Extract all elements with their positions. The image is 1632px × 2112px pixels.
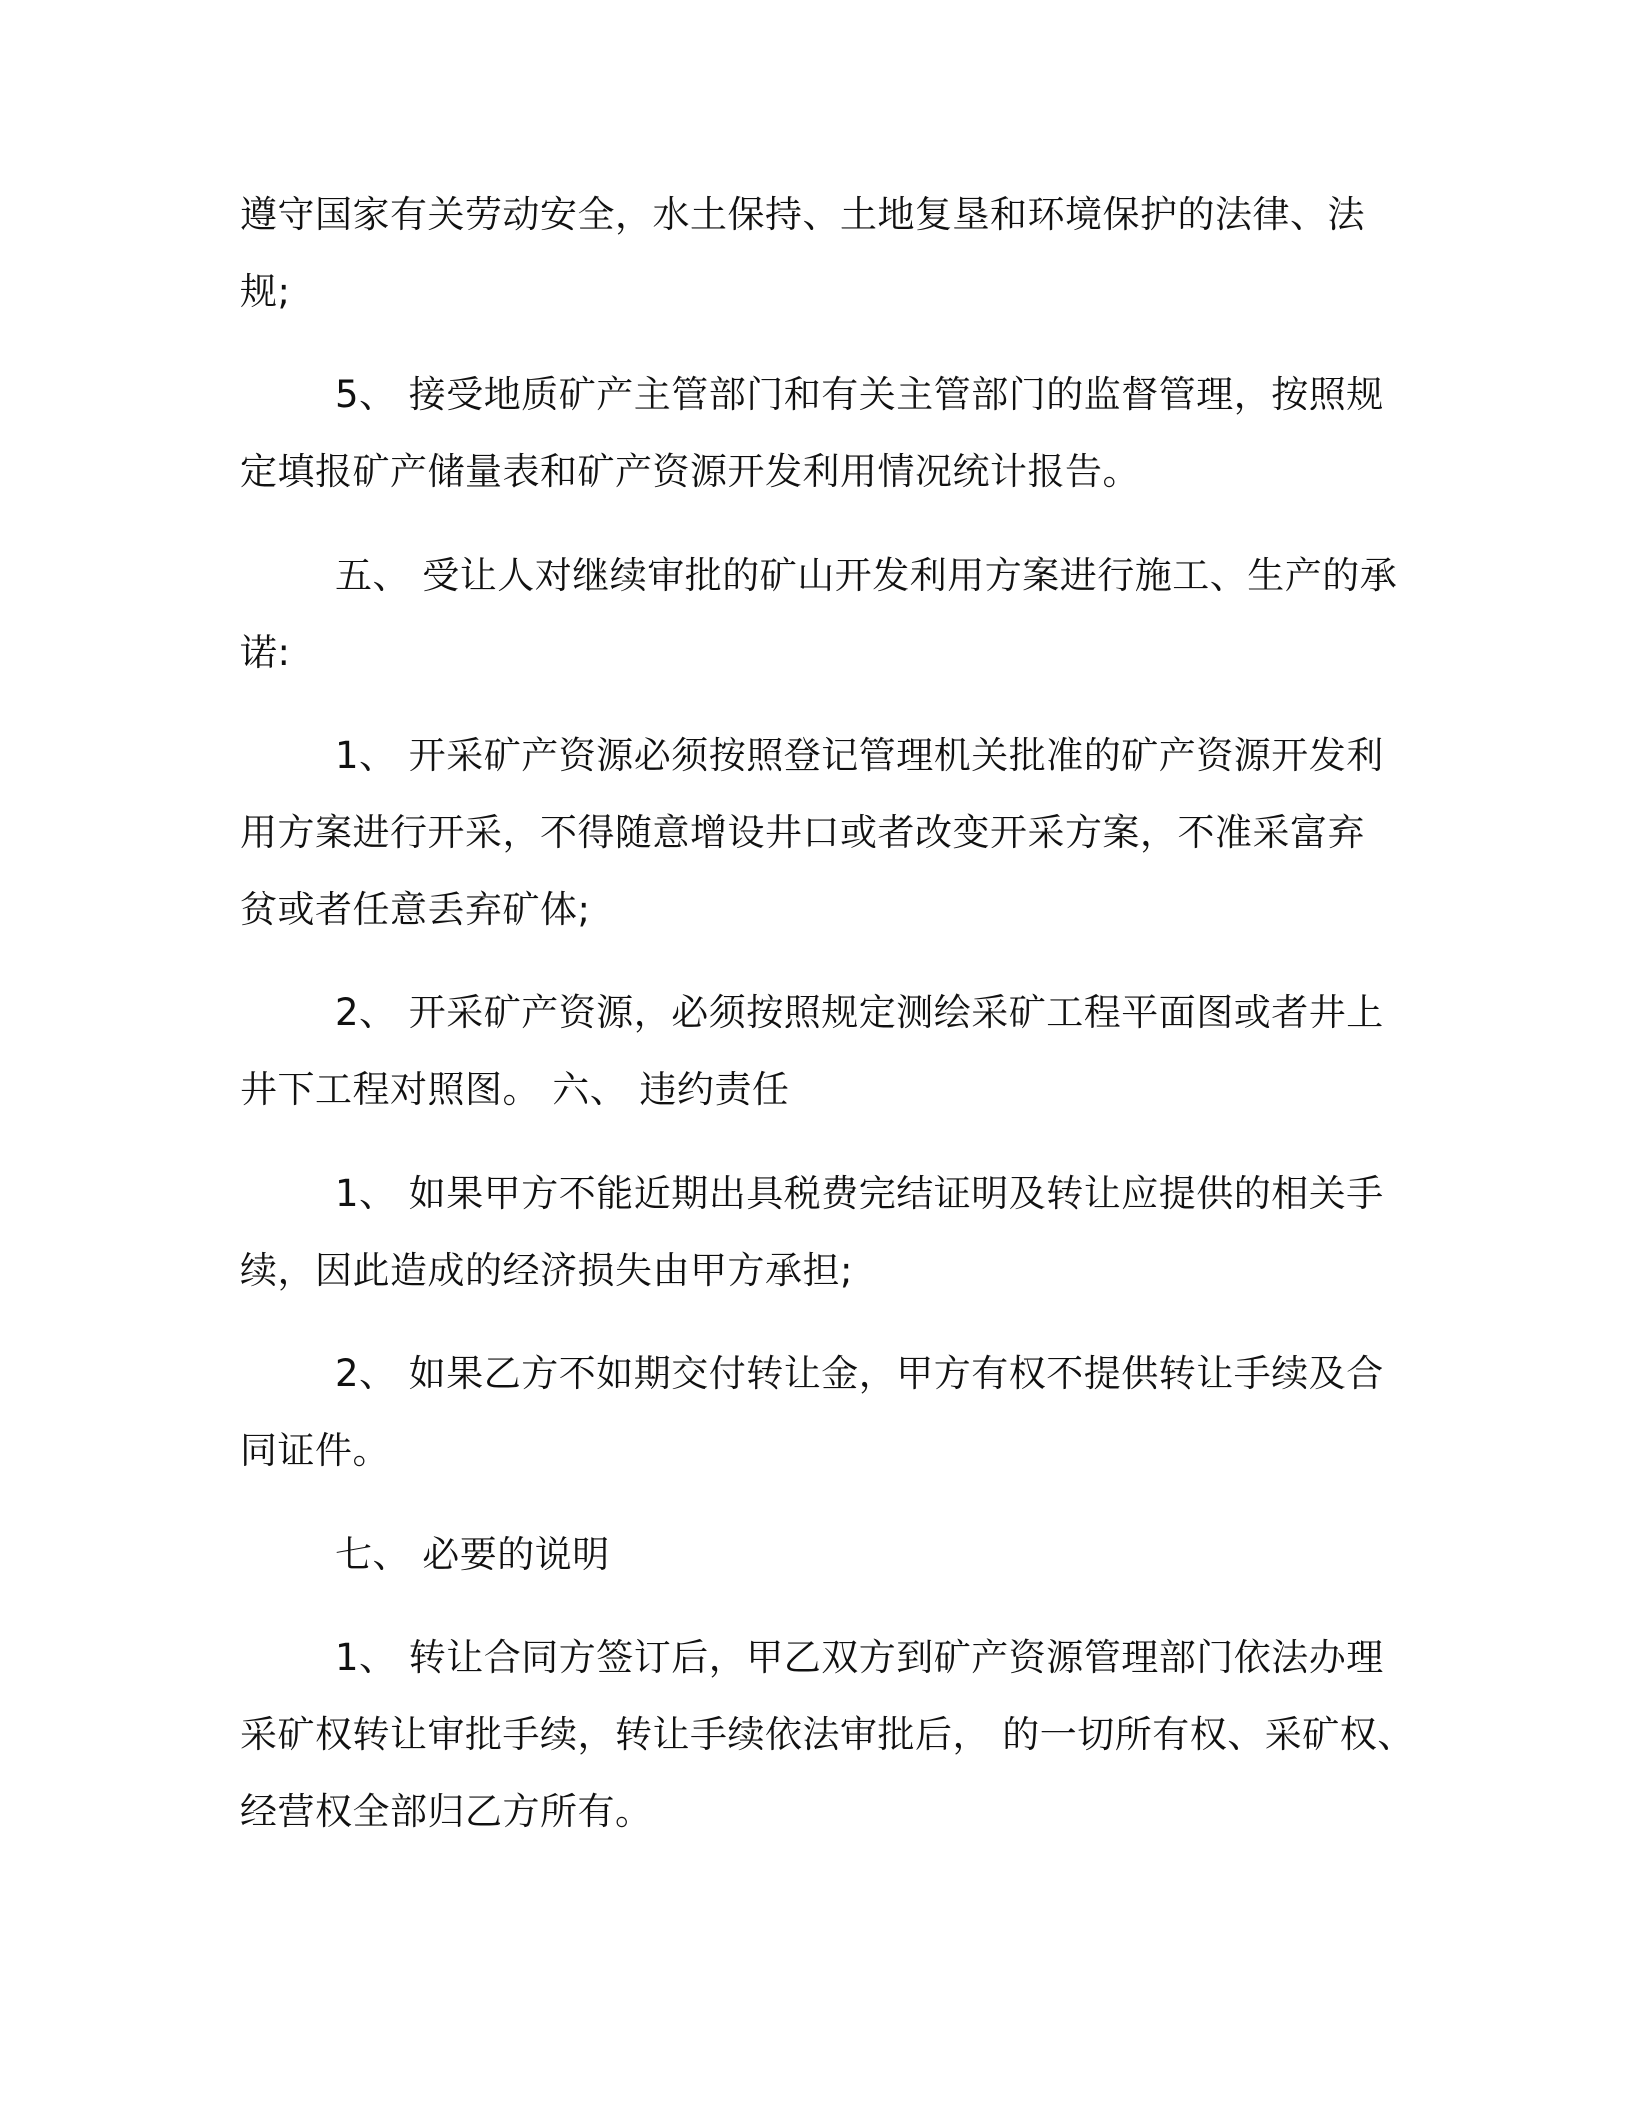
section-seven-heading bbox=[240, 1516, 1390, 1593]
text-line: 用方案进行开采，不得随意增设井口或者改变开采方案，不准采富弃 bbox=[240, 811, 1365, 854]
text-line: 五、 受让人对继续审批的矿山开发利用方案进行施工、生产的承 bbox=[335, 554, 1398, 597]
section-five-heading bbox=[240, 537, 1398, 691]
text-line: 经营权全部归乙方所有。 bbox=[240, 1790, 653, 1833]
text-line: 1、 开采矿产资源必须按照登记管理机关批准的矿产资源开发利 bbox=[335, 734, 1384, 777]
paragraph-breach-2 bbox=[240, 1335, 1390, 1489]
text-line: 七、 必要的说明 bbox=[335, 1533, 610, 1576]
paragraph-continuation bbox=[240, 176, 1390, 330]
text-line: 2、 如果乙方不如期交付转让金，甲方有权不提供转让手续及合 bbox=[335, 1352, 1384, 1395]
text-line: 同证件。 bbox=[240, 1429, 390, 1472]
text-line: 1、 如果甲方不能近期出具税费完结证明及转让应提供的相关手 bbox=[335, 1172, 1384, 1215]
paragraph-breach-1 bbox=[240, 1155, 1390, 1309]
text-line: 续，因此造成的经济损失由甲方承担; bbox=[240, 1249, 853, 1292]
text-line: 2、 开采矿产资源，必须按照规定测绘采矿工程平面图或者井上 bbox=[335, 991, 1384, 1034]
paragraph-item-2 bbox=[240, 974, 1390, 1128]
text-line: 规; bbox=[240, 270, 291, 313]
paragraph-item-5 bbox=[240, 356, 1390, 510]
text-line: 诺: bbox=[240, 631, 291, 674]
text-line: 井下工程对照图。 六、 违约责任 bbox=[240, 1068, 790, 1111]
text-line: 采矿权转让审批手续，转让手续依法审批后， 的一切所有权、采矿权、 bbox=[240, 1713, 1415, 1756]
paragraph-note-1 bbox=[240, 1619, 1415, 1850]
text-line: 贫或者任意丢弃矿体; bbox=[240, 888, 591, 931]
text-line: 定填报矿产储量表和矿产资源开发利用情况统计报告。 bbox=[240, 450, 1140, 493]
text-line: 5、 接受地质矿产主管部门和有关主管部门的监督管理，按照规 bbox=[335, 373, 1384, 416]
text-line: 1、 转让合同方签订后，甲乙双方到矿产资源管理部门依法办理 bbox=[335, 1636, 1384, 1679]
paragraph-item-1 bbox=[240, 717, 1390, 948]
text-line: 遵守国家有关劳动安全，水土保持、土地复垦和环境保护的法律、法 bbox=[240, 193, 1365, 236]
